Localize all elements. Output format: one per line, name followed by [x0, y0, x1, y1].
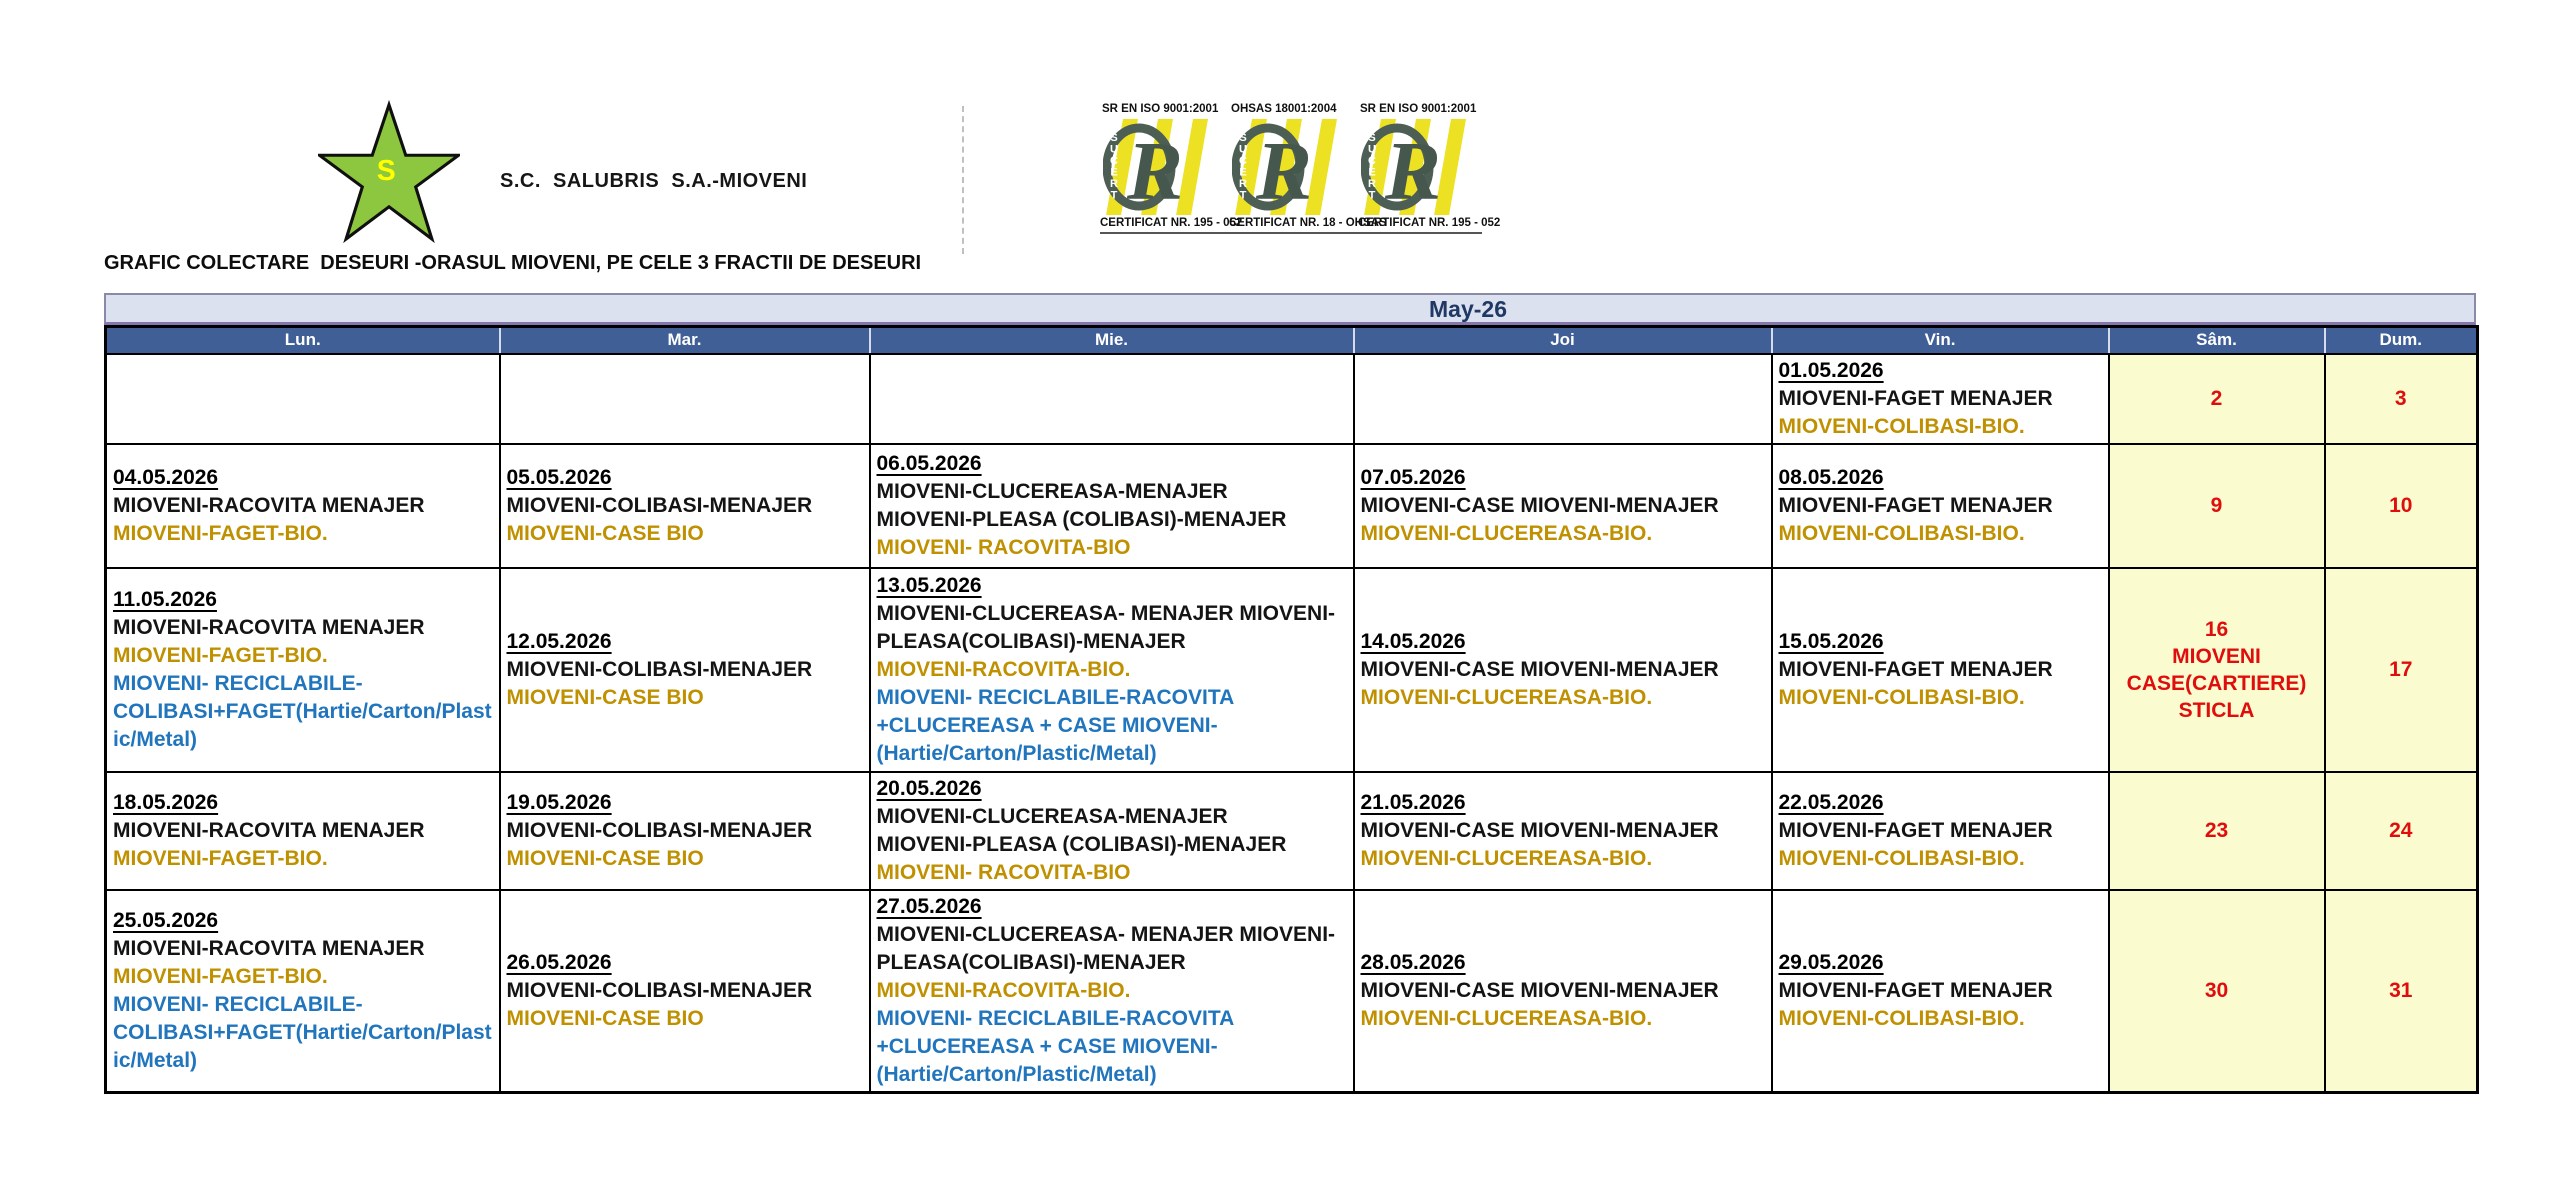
- certificate-number: CERTIFICAT NR. 195 - 052: [1100, 217, 1243, 229]
- schedule-line: 16: [2204, 617, 2229, 641]
- day-header-mie: Mie.: [870, 327, 1354, 354]
- schedule-line: MIOVENI-CLUCEREASA-MENAJER: [876, 804, 1228, 828]
- company-logo: [318, 98, 460, 248]
- schedule-line: 19.05.2026: [506, 790, 612, 814]
- schedule-line: 26.05.2026: [506, 950, 612, 974]
- sucert-logo-icon: [1232, 119, 1350, 215]
- schedule-line: MIOVENI-CLUCEREASA-BIO.: [1360, 521, 1653, 545]
- schedule-line: MIOVENI-RACOVITA MENAJER: [113, 936, 425, 960]
- schedule-line: MIOVENI- RECICLABILE-RACOVITA +CLUCEREASA + CASE MIOVENI-(Hartie/Carton/Plastic/Metal): [876, 685, 1234, 765]
- schedule-line: 22.05.2026: [1778, 790, 1884, 814]
- schedule-line: 05.05.2026: [506, 465, 612, 489]
- collection-calendar: [104, 293, 2476, 1094]
- day-cell-mar: [500, 890, 870, 1093]
- schedule-line: 27.05.2026: [876, 894, 982, 918]
- badge-letter: T: [1368, 189, 1376, 202]
- schedule-line: 11.05.2026: [113, 587, 217, 611]
- schedule-line: 06.05.2026: [876, 451, 982, 475]
- day-cell-lun: [106, 568, 500, 772]
- cert-r-letter: R: [1385, 125, 1442, 215]
- certificate-standard: OHSAS 18001:2004: [1231, 103, 1337, 115]
- day-header-joi: Joi: [1354, 327, 1772, 354]
- schedule-line: MIOVENI-CLUCEREASA-BIO.: [1360, 1006, 1653, 1030]
- day-cell-joi: [1354, 568, 1772, 772]
- page-title: GRAFIC COLECTARE DESEURI -ORASUL MIOVENI, PE CELE 3 FRACTII DE DESEURI: [104, 252, 922, 274]
- schedule-line: 14.05.2026: [1360, 629, 1466, 653]
- day-cell-dum: [2325, 444, 2478, 568]
- badge-letter: R: [1239, 178, 1247, 190]
- badge-letter: C: [1368, 155, 1376, 167]
- cert-r-letter: R: [1127, 125, 1184, 215]
- schedule-line: MIOVENI-COLIBASI-BIO.: [1778, 414, 2025, 438]
- day-cell-dum: [2325, 772, 2478, 890]
- day-cell-mie: [870, 772, 1354, 890]
- schedule-line: 24: [2389, 819, 2413, 842]
- schedule-line: MIOVENI-FAGET MENAJER: [1778, 493, 2053, 517]
- schedule-line: MIOVENI: [2172, 644, 2261, 668]
- certificate-iso-1: [1100, 103, 1243, 229]
- schedule-line: MIOVENI-FAGET-BIO.: [113, 846, 328, 870]
- badge-letter: C: [1239, 155, 1247, 167]
- badge-letter: R: [1110, 178, 1118, 190]
- schedule-line: MIOVENI-FAGET MENAJER: [1778, 657, 2053, 681]
- schedule-line: MIOVENI-COLIBASI-BIO.: [1778, 846, 2025, 870]
- schedule-line: MIOVENI- RECICLABILE-COLIBASI+FAGET(Hartie/Carton/Plastic/Metal): [113, 671, 492, 751]
- schedule-line: 08.05.2026: [1778, 465, 1884, 489]
- certificate-iso-2: [1358, 103, 1501, 229]
- schedule-line: MIOVENI-CLUCEREASA- MENAJER MIOVENI-PLEASA(COLIBASI)-MENAJER: [876, 601, 1336, 653]
- schedule-line: MIOVENI-CASE BIO: [506, 846, 704, 870]
- day-header-sam: Sâm.: [2109, 327, 2325, 354]
- schedule-line: MIOVENI-COLIBASI-BIO.: [1778, 685, 2025, 709]
- schedule-line: MIOVENI-CASE MIOVENI-MENAJER: [1360, 657, 1719, 681]
- schedule-line: MIOVENI-FAGET MENAJER: [1778, 978, 2053, 1002]
- day-cell-sam: [2109, 444, 2325, 568]
- day-cell-joi: [1354, 354, 1772, 444]
- month-band: [104, 293, 2476, 325]
- day-cell-dum: [2325, 568, 2478, 772]
- day-cell-dum: [2325, 354, 2478, 444]
- day-cell-mar: [500, 772, 870, 890]
- month-label: May-26: [1429, 296, 1507, 322]
- day-cell-lun: [106, 354, 500, 444]
- schedule-line: 17: [2389, 658, 2413, 681]
- schedule-line: 30: [2204, 979, 2229, 1003]
- schedule-line: MIOVENI- RECICLABILE-COLIBASI+FAGET(Hartie/Carton/Plastic/Metal): [113, 992, 492, 1072]
- schedule-line: 2: [2210, 387, 2223, 410]
- day-cell-joi: [1354, 772, 1772, 890]
- page-break-divider: [962, 106, 964, 254]
- day-cell-vin: [1772, 772, 2109, 890]
- schedule-line: MIOVENI- RACOVITA-BIO: [876, 535, 1131, 559]
- schedule-line: MIOVENI-COLIBASI-MENAJER: [506, 978, 813, 1002]
- schedule-line: 12.05.2026: [506, 629, 612, 653]
- schedule-line: MIOVENI- RACOVITA-BIO: [876, 860, 1131, 884]
- schedule-line: STICLA: [2178, 698, 2255, 722]
- day-cell-sam: [2109, 354, 2325, 444]
- day-header-lun: Lun.: [106, 327, 500, 354]
- certificates-strip: [1100, 103, 1501, 234]
- day-cell-vin: [1772, 890, 2109, 1093]
- cert-r-letter: R: [1256, 125, 1313, 215]
- schedule-line: MIOVENI-COLIBASI-MENAJER: [506, 818, 813, 842]
- week-row-2: [106, 444, 2478, 568]
- day-cell-lun: [106, 444, 500, 568]
- week-row-5: [106, 890, 2478, 1093]
- day-cell-vin: [1772, 354, 2109, 444]
- calendar-table: [104, 325, 2479, 1094]
- certificate-number: CERTIFICAT NR. 18 - OHSAS: [1229, 217, 1387, 229]
- badge-letter: S: [1368, 132, 1376, 144]
- schedule-line: 23: [2204, 819, 2229, 842]
- schedule-line: MIOVENI-CASE BIO: [506, 521, 704, 545]
- schedule-line: MIOVENI-RACOVITA-BIO.: [876, 657, 1131, 681]
- badge-letter: T: [1239, 189, 1247, 202]
- day-cell-vin: [1772, 568, 2109, 772]
- schedule-line: 15.05.2026: [1778, 629, 1884, 653]
- schedule-line: MIOVENI-CASE MIOVENI-MENAJER: [1360, 493, 1719, 517]
- schedule-line: 3: [2394, 387, 2407, 410]
- schedule-line: 21.05.2026: [1360, 790, 1466, 814]
- schedule-line: MIOVENI-COLIBASI-MENAJER: [506, 493, 813, 517]
- week-row-3: [106, 568, 2478, 772]
- schedule-line: 20.05.2026: [876, 776, 982, 800]
- schedule-line: 31: [2389, 979, 2413, 1003]
- badge-letter: E: [1110, 166, 1118, 179]
- day-cell-vin: [1772, 444, 2109, 568]
- schedule-line: MIOVENI-COLIBASI-MENAJER: [506, 657, 813, 681]
- schedule-line: 07.05.2026: [1360, 465, 1466, 489]
- badge-letter: E: [1368, 166, 1376, 179]
- schedule-line: MIOVENI-COLIBASI-BIO.: [1778, 1006, 2025, 1030]
- sucert-logo-icon: [1103, 119, 1221, 215]
- week-row-4: [106, 772, 2478, 890]
- schedule-line: MIOVENI-FAGET-BIO.: [113, 643, 328, 667]
- schedule-line: MIOVENI-COLIBASI-BIO.: [1778, 521, 2025, 545]
- schedule-line: MIOVENI-FAGET MENAJER: [1778, 386, 2053, 410]
- schedule-line: MIOVENI-CLUCEREASA-MENAJER: [876, 479, 1228, 503]
- schedule-line: 25.05.2026: [113, 908, 219, 932]
- day-cell-mar: [500, 444, 870, 568]
- day-cell-lun: [106, 890, 500, 1093]
- schedule-line: MIOVENI-CLUCEREASA-BIO.: [1360, 685, 1653, 709]
- day-cell-mie: [870, 568, 1354, 772]
- certificate-standard: SR EN ISO 9001:2001: [1102, 103, 1219, 115]
- badge-letter: C: [1110, 155, 1118, 167]
- schedule-line: 9: [2210, 494, 2223, 517]
- badge-letter: U: [1110, 143, 1118, 156]
- badge-letter: S: [1239, 132, 1247, 144]
- day-cell-mar: [500, 354, 870, 444]
- schedule-line: 29.05.2026: [1778, 950, 1884, 974]
- schedule-line: CASE(CARTIERE): [2126, 671, 2307, 695]
- schedule-line: MIOVENI-CLUCEREASA-BIO.: [1360, 846, 1653, 870]
- badge-letter: U: [1239, 143, 1247, 156]
- schedule-line: MIOVENI-CASE BIO: [506, 1006, 704, 1030]
- badge-letter: R: [1368, 178, 1376, 190]
- sucert-logo-icon: [1361, 119, 1479, 215]
- star-letter: S: [376, 155, 396, 188]
- day-cell-joi: [1354, 444, 1772, 568]
- schedule-line: MIOVENI-FAGET MENAJER: [1778, 818, 2053, 842]
- day-cell-mie: [870, 890, 1354, 1093]
- schedule-line: MIOVENI-FAGET-BIO.: [113, 964, 328, 988]
- schedule-line: 10: [2389, 494, 2413, 517]
- day-cell-dum: [2325, 890, 2478, 1093]
- company-name: S.C. SALUBRIS S.A.-MIOVENI: [500, 170, 808, 192]
- day-cell-mie: [870, 444, 1354, 568]
- badge-letter: T: [1110, 189, 1118, 202]
- day-cell-sam: [2109, 890, 2325, 1093]
- schedule-line: 13.05.2026: [876, 573, 982, 597]
- day-cell-sam: [2109, 568, 2325, 772]
- day-cell-mie: [870, 354, 1354, 444]
- calendar-body: [106, 354, 2478, 1093]
- schedule-line: MIOVENI-PLEASA (COLIBASI)-MENAJER: [876, 832, 1287, 856]
- schedule-line: MIOVENI-PLEASA (COLIBASI)-MENAJER: [876, 507, 1287, 531]
- schedule-line: MIOVENI-CASE MIOVENI-MENAJER: [1360, 818, 1719, 842]
- schedule-line: MIOVENI-CASE BIO: [506, 685, 704, 709]
- badge-letter: S: [1110, 132, 1118, 144]
- day-header-dum: Dum.: [2325, 327, 2478, 354]
- schedule-line: 04.05.2026: [113, 465, 219, 489]
- schedule-line: MIOVENI-RACOVITA-BIO.: [876, 978, 1131, 1002]
- badge-letter: E: [1239, 166, 1247, 179]
- day-header-row: [106, 327, 2478, 354]
- schedule-line: MIOVENI-RACOVITA MENAJER: [113, 818, 425, 842]
- week-row-1: [106, 354, 2478, 444]
- star-icon: [318, 98, 460, 248]
- schedule-line: MIOVENI-CASE MIOVENI-MENAJER: [1360, 978, 1719, 1002]
- badge-letter: U: [1368, 143, 1376, 156]
- day-header-mar: Mar.: [500, 327, 870, 354]
- schedule-line: MIOVENI-CLUCEREASA- MENAJER MIOVENI-PLEASA(COLIBASI)-MENAJER: [876, 922, 1336, 974]
- schedule-line: 01.05.2026: [1778, 358, 1884, 382]
- certificate-ohsas: [1229, 103, 1387, 229]
- schedule-line: MIOVENI- RECICLABILE-RACOVITA +CLUCEREASA + CASE MIOVENI-(Hartie/Carton/Plastic/Metal): [876, 1006, 1234, 1086]
- schedule-line: 28.05.2026: [1360, 950, 1466, 974]
- schedule-line: MIOVENI-RACOVITA MENAJER: [113, 615, 425, 639]
- day-cell-sam: [2109, 772, 2325, 890]
- day-cell-mar: [500, 568, 870, 772]
- day-cell-lun: [106, 772, 500, 890]
- day-cell-joi: [1354, 890, 1772, 1093]
- schedule-line: MIOVENI-FAGET-BIO.: [113, 521, 328, 545]
- certificate-number: CERTIFICAT NR. 195 - 052: [1358, 217, 1501, 229]
- day-header-vin: Vin.: [1772, 327, 2109, 354]
- schedule-line: MIOVENI-RACOVITA MENAJER: [113, 493, 425, 517]
- certificate-standard: SR EN ISO 9001:2001: [1360, 103, 1477, 115]
- schedule-line: 18.05.2026: [113, 790, 219, 814]
